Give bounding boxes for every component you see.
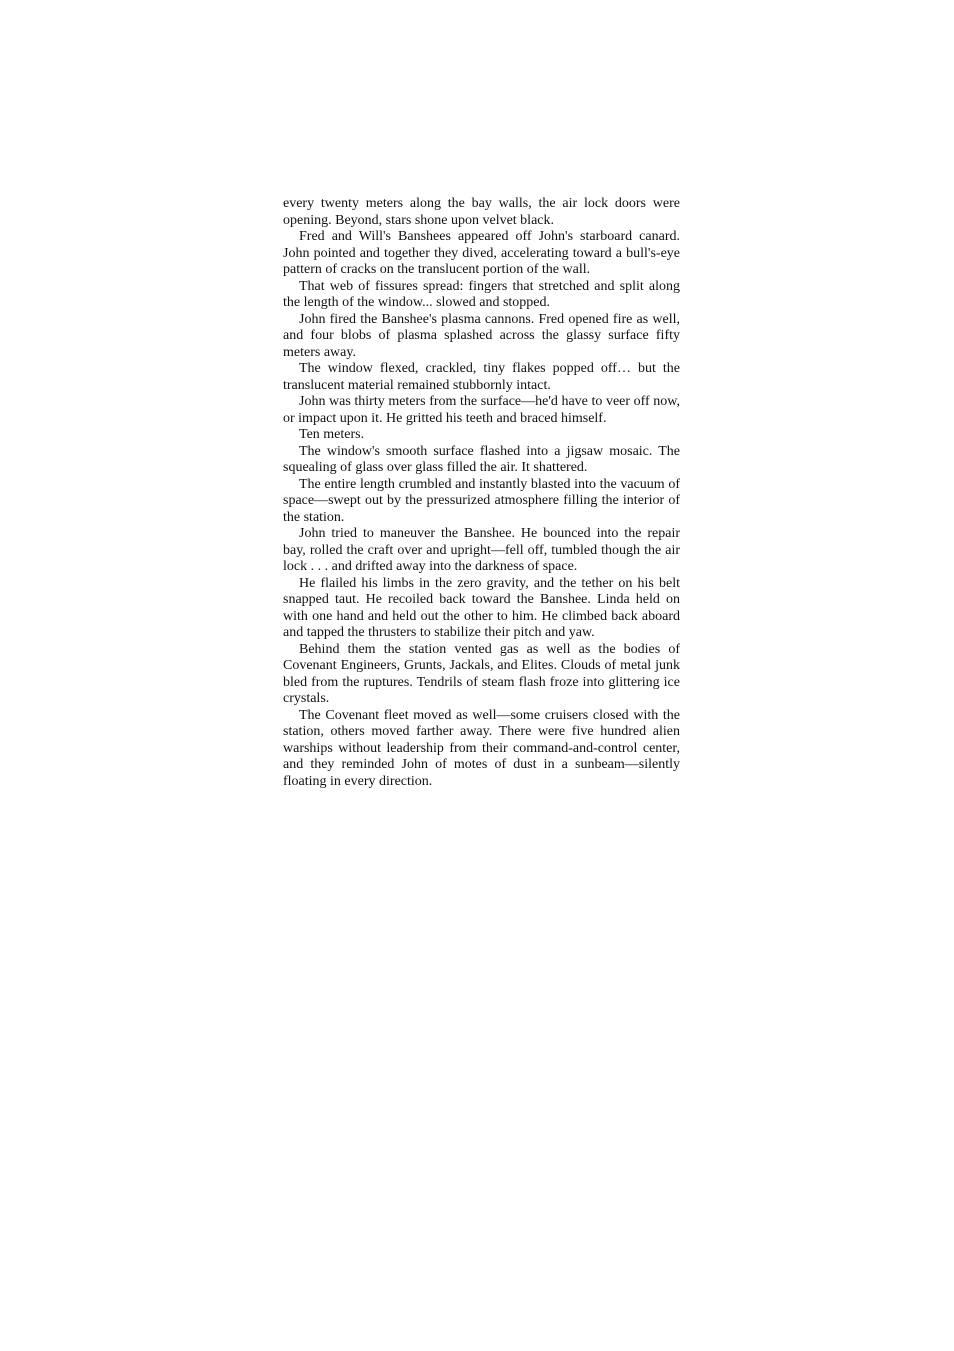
paragraph: The window's smooth surface flashed into a jigsaw mosaic. The squealing of glass over glass filled the air. It shattered.: [283, 443, 680, 475]
paragraph: John tried to maneuver the Banshee. He bounced into the repair bay, rolled the craft over and upright—fell off, tumbled though the air lock . . . and drifted away into the darkness of space.: [283, 526, 680, 574]
paragraph: Fred and Will's Banshees appeared off John's starboard canard. John pointed and together they dived, accelerating toward a bull's-eye pattern of cracks on the translucent portion of the wall.: [283, 229, 680, 277]
paragraph: The window flexed, crackled, tiny flakes popped off… but the translucent material remained stubbornly intact.: [283, 361, 680, 393]
paragraph: John fired the Banshee's plasma cannons. Fred opened fire as well, and four blobs of plasma splashed across the glassy surface fifty meters away.: [283, 311, 680, 360]
paragraph: He flailed his limbs in the zero gravity, and the tether on his belt snapped taut. He recoiled back toward the Banshee. Linda held on with one hand and held out the other to him. He climbed back aboard and tapped the thrusters to stabilize their pitch and yaw.: [283, 575, 680, 640]
paragraph: That web of fissures spread: fingers that stretched and split along the length of the window... slowed and stopped.: [283, 278, 680, 310]
body-text: [283, 196, 680, 790]
paragraph: The Covenant fleet moved as well—some cruisers closed with the station, others moved farther away. There were five hundred alien warships without leadership from their command-and-control center, and they reminded John of motes of dust in a sunbeam—silently floating in every direction.: [283, 707, 680, 789]
paragraph: Ten meters.: [299, 427, 365, 442]
paragraph: Behind them the station vented gas as well as the bodies of Covenant Engineers, Grunts, Jackals, and Elites. Clouds of metal junk bled from the ruptures. Tendrils of steam flash froze into glittering ice crystals.: [283, 641, 680, 706]
paragraph: John was thirty meters from the surface—he'd have to veer off now, or impact upon it. He gritted his teeth and braced himself.: [283, 394, 680, 426]
paragraph: every twenty meters along the bay walls, the air lock doors were opening. Beyond, stars shone upon velvet black.: [283, 196, 680, 228]
paragraph: The entire length crumbled and instantly blasted into the vacuum of space—swept out by the pressurized atmosphere filling the interior of the station.: [283, 476, 680, 525]
